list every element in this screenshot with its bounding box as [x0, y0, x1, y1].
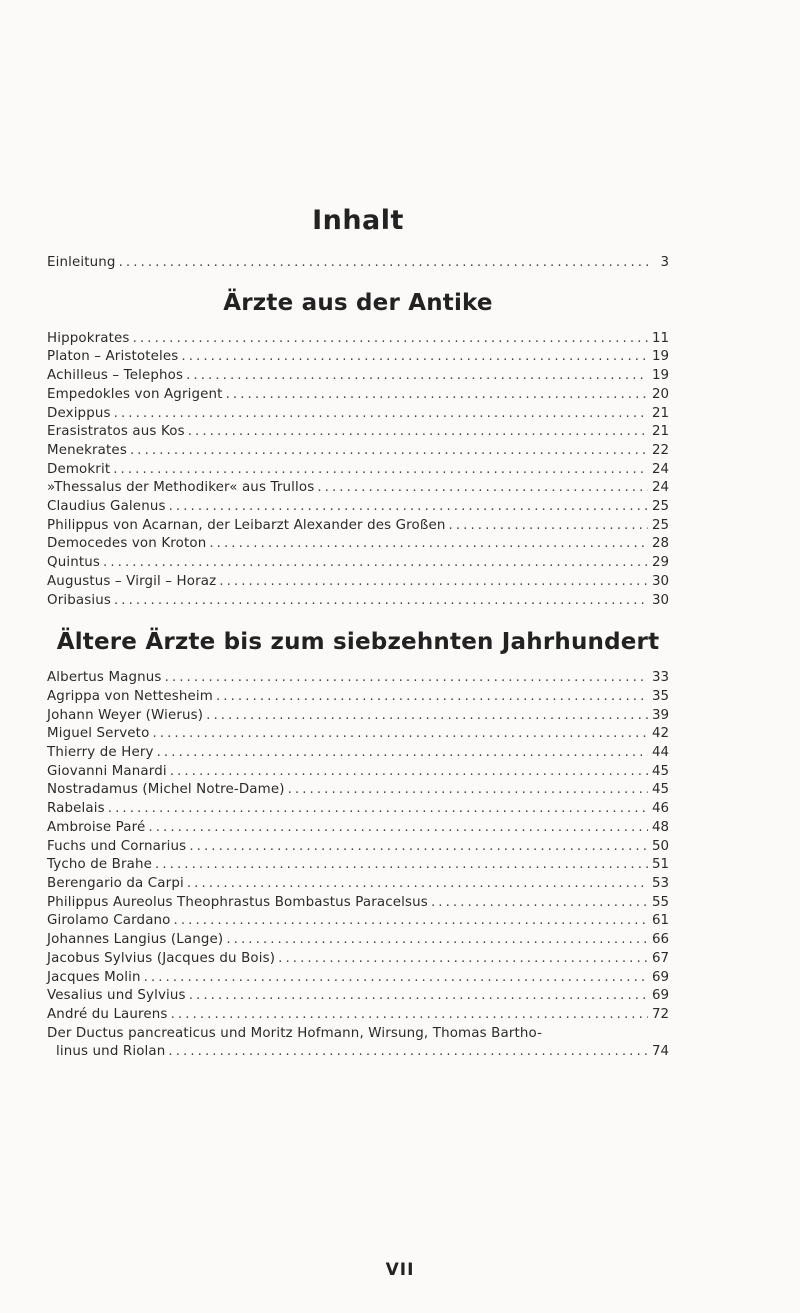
entry-page: 28 [651, 536, 669, 552]
entry-label: linus und Riolan [56, 1044, 166, 1060]
dot-leader [428, 894, 648, 913]
dot-leader [184, 875, 648, 894]
entry-label: Thierry de Hery [47, 745, 154, 761]
entry-page: 50 [651, 838, 669, 854]
dot-leader [216, 573, 648, 592]
section-heading: Ältere Ärzte bis zum siebzehnten Jahrhundert [56, 629, 660, 656]
entry-page: 69 [651, 969, 669, 985]
entry-page: 21 [651, 405, 669, 421]
entry-page: 55 [651, 894, 669, 910]
dot-leader [171, 912, 648, 931]
toc-entry [47, 856, 669, 875]
table-of-contents [47, 205, 669, 1081]
entry-page: 48 [651, 819, 669, 835]
entry-label: Einleitung [47, 255, 116, 270]
entry-label: Nostradamus (Michel Notre-Dame) [47, 782, 285, 798]
dot-leader [168, 1006, 648, 1025]
entry-page: 29 [651, 555, 669, 571]
entry-page: 66 [651, 932, 669, 948]
entry-page: 19 [651, 349, 669, 365]
entry-page: 25 [651, 499, 669, 515]
entry-label: Giovanni Manardi [47, 763, 167, 779]
dot-leader [127, 442, 648, 461]
entry-label: Hippokrates [47, 330, 130, 346]
toc-entry [47, 535, 669, 554]
entry-label: Empedokles von Agrigent [47, 386, 223, 402]
dot-leader [186, 838, 648, 857]
dot-leader [149, 725, 648, 744]
dot-leader [154, 744, 648, 763]
dot-leader [130, 330, 648, 349]
toc-entry [47, 442, 669, 461]
entry-label: Platon – Aristoteles [47, 349, 179, 365]
toc-entry [47, 763, 669, 782]
toc-entry [47, 669, 669, 688]
dot-leader [105, 800, 648, 819]
dot-leader [167, 763, 648, 782]
entry-label: Johann Weyer (Wierus) [47, 707, 204, 723]
dot-leader [178, 348, 648, 367]
toc-entry [47, 479, 669, 498]
dot-leader [141, 969, 648, 988]
entry-label: Oribasius [47, 592, 111, 608]
entry-label: Vesalius und Sylvius [47, 988, 186, 1004]
toc-entry-intro [47, 254, 669, 273]
entry-label: »Thessalus der Methodiker« aus Trullos [47, 480, 315, 496]
toc-entry [47, 1006, 669, 1025]
entry-label: Menekrates [47, 442, 127, 458]
entry-page: 30 [651, 592, 669, 608]
toc-entry [47, 931, 669, 950]
entry-label: Erasistratos aus Kos [47, 424, 185, 440]
entry-page: 19 [651, 368, 669, 384]
dot-leader [162, 669, 648, 688]
entry-page: 61 [651, 913, 669, 929]
entry-label: Ambroise Paré [47, 819, 146, 835]
entry-page: 69 [651, 988, 669, 1004]
entry-page: 25 [651, 517, 669, 533]
entry-page: 44 [651, 745, 669, 761]
toc-entry [47, 348, 669, 367]
entry-page: 53 [651, 875, 669, 891]
dot-leader [275, 950, 648, 969]
entry-label: Dexippus [47, 405, 111, 421]
toc-entry [47, 498, 669, 517]
entry-page: 72 [651, 1006, 669, 1022]
entry-page: 3 [660, 255, 669, 270]
toc-entry-wrapped-line2 [47, 1043, 669, 1062]
toc-entry [47, 707, 669, 726]
entry-label: André du Laurens [47, 1006, 168, 1022]
entry-page: 21 [651, 424, 669, 440]
entry-page: 67 [651, 950, 669, 966]
page-title: Inhalt [312, 205, 404, 236]
dot-leader [206, 535, 648, 554]
dot-leader [446, 517, 648, 536]
entry-label: Fuchs und Cornarius [47, 838, 187, 854]
entry-label: Girolamo Cardano [47, 913, 171, 929]
dot-leader [152, 856, 648, 875]
toc-entry [47, 987, 669, 1006]
entry-page: 42 [651, 726, 669, 742]
dot-leader [185, 423, 648, 442]
section-heading: Ärzte aus der Antike [223, 289, 493, 316]
dot-leader [213, 688, 648, 707]
toc-entry [47, 912, 669, 931]
entry-page: 46 [651, 801, 669, 817]
entry-page: 39 [651, 707, 669, 723]
toc-entry [47, 330, 669, 349]
toc-entry [47, 367, 669, 386]
toc-entry [47, 800, 669, 819]
entry-page: 24 [651, 461, 669, 477]
entry-label: Achilleus – Telephos [47, 368, 184, 384]
dot-leader [223, 386, 648, 405]
entry-label: Albertus Magnus [47, 670, 162, 686]
entry-label: Philippus Aureolus Theophrastus Bombastus Paracelsus [47, 894, 428, 910]
toc-entry [47, 950, 669, 969]
toc-entry [47, 405, 669, 424]
toc-entry [47, 819, 669, 838]
entry-page: 24 [651, 480, 669, 496]
entry-label: Johannes Langius (Lange) [47, 932, 224, 948]
entry-page: 51 [651, 857, 669, 873]
entry-label: Claudius Galenus [47, 499, 166, 515]
entry-label: Quintus [47, 555, 100, 571]
dot-leader [186, 987, 648, 1006]
toc-entry [47, 875, 669, 894]
dot-leader [285, 781, 648, 800]
entry-page: 30 [651, 573, 669, 589]
entry-label: Agrippa von Nettesheim [47, 688, 213, 704]
toc-entry [47, 894, 669, 913]
dot-leader [145, 819, 648, 838]
toc-entry [47, 969, 669, 988]
toc-entry-wrapped-line1: Der Ductus pancreaticus und Moritz Hofmann, Wirsung, Thomas Bartho- [47, 1025, 543, 1041]
dot-leader [314, 479, 648, 498]
entry-page: 22 [651, 442, 669, 458]
entry-page: 45 [651, 763, 669, 779]
entry-label: Philippus von Acarnan, der Leibarzt Alexander des Großen [47, 517, 446, 533]
toc-entry [47, 423, 669, 442]
entry-page: 35 [651, 688, 669, 704]
entry-page: 74 [651, 1044, 669, 1060]
page-number: VII [385, 1260, 415, 1280]
entry-label: Berengario da Carpi [47, 875, 184, 891]
toc-entry [47, 573, 669, 592]
entry-label: Tycho de Brahe [47, 857, 153, 873]
dot-leader [203, 707, 648, 726]
toc-entry [47, 744, 669, 763]
dot-leader [110, 461, 648, 480]
toc-entry [47, 554, 669, 573]
dot-leader [166, 498, 648, 517]
dot-leader [111, 592, 648, 611]
dot-leader [165, 1043, 648, 1062]
toc-entry [47, 838, 669, 857]
dot-leader [183, 367, 648, 386]
entry-page: 33 [651, 670, 669, 686]
toc-entry [47, 688, 669, 707]
entry-label: Democedes von Kroton [47, 536, 207, 552]
dot-leader [116, 254, 649, 273]
toc-entry [47, 725, 669, 744]
entry-label: Augustus – Virgil – Horaz [47, 573, 217, 589]
toc-entry [47, 517, 669, 536]
entry-page: 45 [651, 782, 669, 798]
entry-label: Jacobus Sylvius (Jacques du Bois) [47, 950, 276, 966]
entry-page: 20 [651, 386, 669, 402]
section-antike [47, 290, 669, 611]
entry-list [47, 330, 669, 611]
entry-label: Jacques Molin [47, 969, 141, 985]
toc-entry [47, 781, 669, 800]
section-aeltere [47, 629, 669, 1062]
entry-label: Miguel Serveto [47, 726, 150, 742]
toc-entry [47, 461, 669, 480]
entry-list [47, 669, 669, 1024]
entry-page: 11 [651, 330, 669, 346]
dot-leader [223, 931, 648, 950]
dot-leader [100, 554, 648, 573]
toc-entry [47, 592, 669, 611]
dot-leader [111, 405, 648, 424]
entry-label: Rabelais [47, 801, 105, 817]
toc-entry [47, 386, 669, 405]
entry-label: Demokrit [47, 461, 111, 477]
